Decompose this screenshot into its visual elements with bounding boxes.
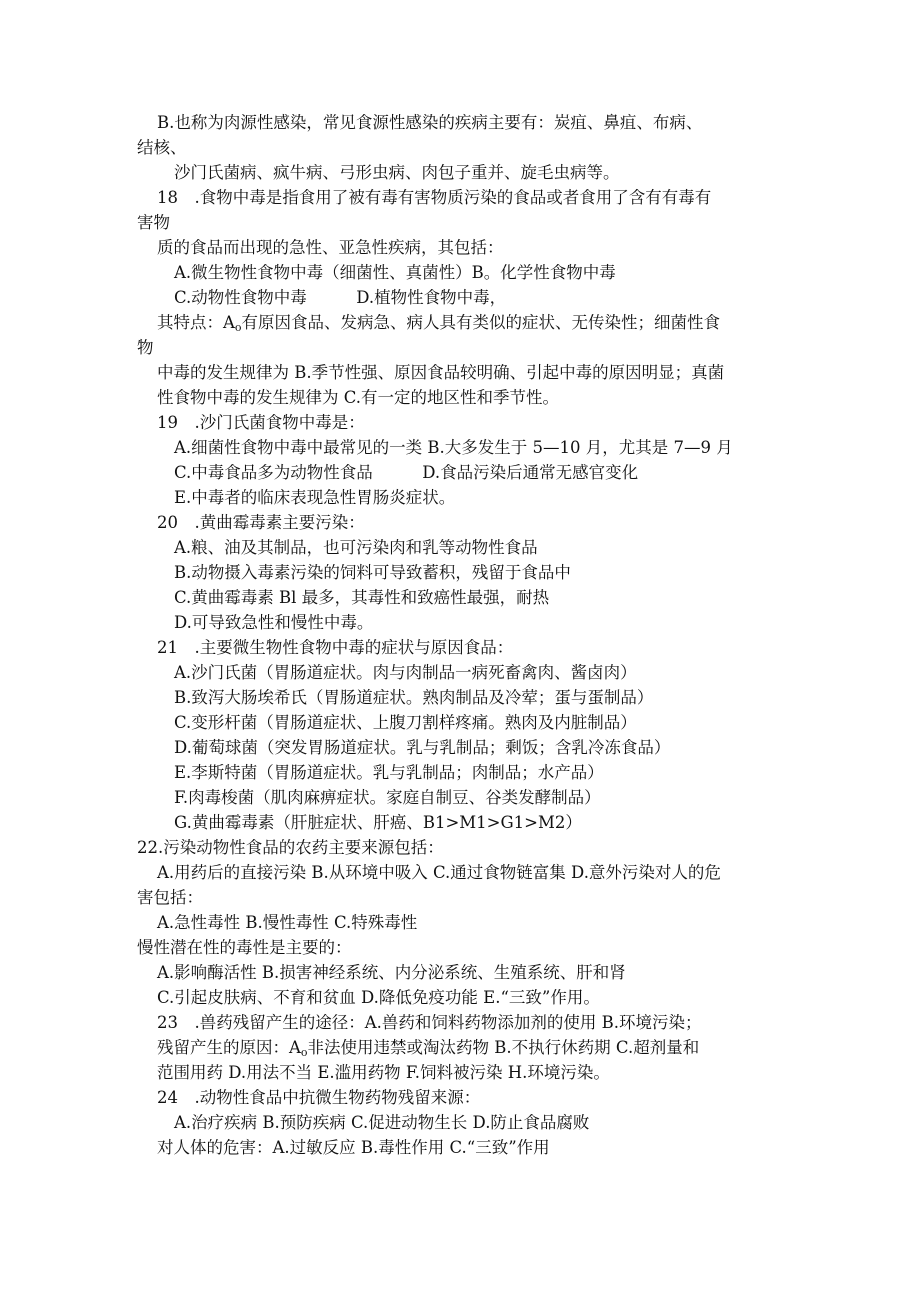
line-prefix: 残留产生的原因：A	[157, 1038, 301, 1057]
text-line: F.肉毒梭菌（肌肉麻痹症状。家庭自制豆、谷类发酵制品）	[174, 788, 601, 807]
text-line: 结核、	[137, 138, 187, 157]
text-line: 中毒的发生规律为 B.季节性强、原因食品较明确、引起中毒的原因明显；真菌	[157, 363, 725, 382]
text-line: D.葡萄球菌（突发胃肠道症状。乳与乳制品；剩饭；含乳冷冻食品）	[174, 738, 671, 757]
text-line: 22.污染动物性食品的农药主要来源包括：	[137, 838, 444, 857]
line-prefix: 其特点：A	[157, 313, 235, 332]
text-line: C.变形杆菌（胃肠道症状、上腹刀割样疼痛。熟肉及内脏制品）	[174, 713, 637, 732]
text-line: A.沙门氏菌（胃肠道症状。肉与肉制品一病死畜禽肉、酱卤肉）	[174, 663, 637, 682]
text-line: 18 .食物中毒是指食用了被有毒有害物质污染的食品或者食用了含有有毒有	[157, 188, 712, 207]
text-line: B.动物摄入毒素污染的饲料可导致蓄积，残留于食品中	[174, 563, 571, 582]
text-line: 沙门氏菌病、疯牛病、弓形虫病、肉包子重并、旋毛虫病等。	[174, 163, 620, 182]
text-line: E.李斯特菌（胃肠道症状。乳与乳制品；肉制品；水产品）	[174, 763, 604, 782]
text-line: C.引起皮肤病、不育和贫血 D.降低免疫功能 E.“三致”作用。	[157, 988, 600, 1007]
text-line: 质的食品而出现的急性、亚急性疾病，其包括：	[157, 238, 504, 257]
text-line: 物	[137, 338, 154, 357]
text-line: A.急性毒性 B.慢性毒性 C.特殊毒性	[157, 913, 418, 932]
text-line: A.影响酶活性 B.损害神经系统、内分泌系统、生殖系统、肝和肾	[157, 963, 626, 982]
text-line: 害物	[137, 213, 170, 232]
text-line: 20 .黄曲霉毒素主要污染：	[157, 513, 365, 532]
text-line: C.黄曲霉毒素 Bl 最多，其毒性和致癌性最强，耐热	[174, 588, 550, 607]
text-line: 性食物中毒的发生规律为 C.有一定的地区性和季节性。	[157, 388, 560, 407]
text-line: D.可导致急性和慢性中毒。	[174, 613, 374, 632]
subscript: o	[234, 321, 242, 334]
line-rest: 有原因食品、发病急、病人具有类似的症状、无传染性；细菌性食	[241, 313, 721, 332]
text-line: 23 .兽药残留产生的途径：A.兽药和饲料药物添加剂的使用 B.环境污染；	[157, 1013, 702, 1032]
text-line: 慢性潜在性的毒性是主要的：	[137, 938, 352, 957]
text-line: A.粮、油及其制品，也可污染肉和乳等动物性食品	[174, 538, 538, 557]
text-line: 21 .主要微生物性食物中毒的症状与原因食品：	[157, 638, 514, 657]
text-line: 范围用药 D.用法不当 E.滥用药物 F.饲料被污染 H.环境污染。	[157, 1063, 610, 1082]
text-line: C.中毒食品多为动物性食品 D.食品污染后通常无感官变化	[174, 463, 639, 482]
text-line: 对人体的危害：A.过敏反应 B.毒性作用 C.“三致”作用	[157, 1138, 550, 1157]
text-line: B.致泻大肠埃希氏（胃肠道症状。熟肉制品及冷荤；蛋与蛋制品）	[174, 688, 654, 707]
text-line: A.用药后的直接污染 B.从环境中吸入 C.通过食物链富集 D.意外污染对人的危	[157, 863, 721, 882]
text-line: B.也称为肉源性感染，常见食源性感染的疾病主要有：炭疽、鼻疽、布病、	[157, 113, 703, 132]
subscript: o	[300, 1046, 308, 1059]
text-line: 24 .动物性食品中抗微生物药物残留来源：	[157, 1088, 481, 1107]
text-line: A.微生物性食物中毒（细菌性、真菌性）B。化学性食物中毒	[174, 263, 616, 282]
line-rest: 非法使用违禁或淘汰药物 B.不执行休药期 C.超剂量和	[307, 1038, 700, 1057]
text-line: A.细菌性食物中毒中最常见的一类 B.大多发生于 5—10 月，尤其是 7—9 月	[174, 438, 733, 457]
text-line: C.动物性食物中毒 D.植物性食物中毒，	[174, 288, 507, 307]
text-line	[157, 312, 720, 339]
text-line: G.黄曲霉毒素（肝脏症状、肝癌、B1>M1>G1>M2）	[174, 813, 582, 832]
text-line: 19 .沙门氏菌食物中毒是：	[157, 413, 365, 432]
text-line: 害包括：	[137, 888, 203, 907]
text-line: E.中毒者的临床表现急性胃肠炎症状。	[174, 488, 456, 507]
text-line: A.治疗疾病 B.预防疾病 C.促进动物生长 D.防止食品腐败	[174, 1113, 590, 1132]
text-line	[157, 1037, 699, 1064]
